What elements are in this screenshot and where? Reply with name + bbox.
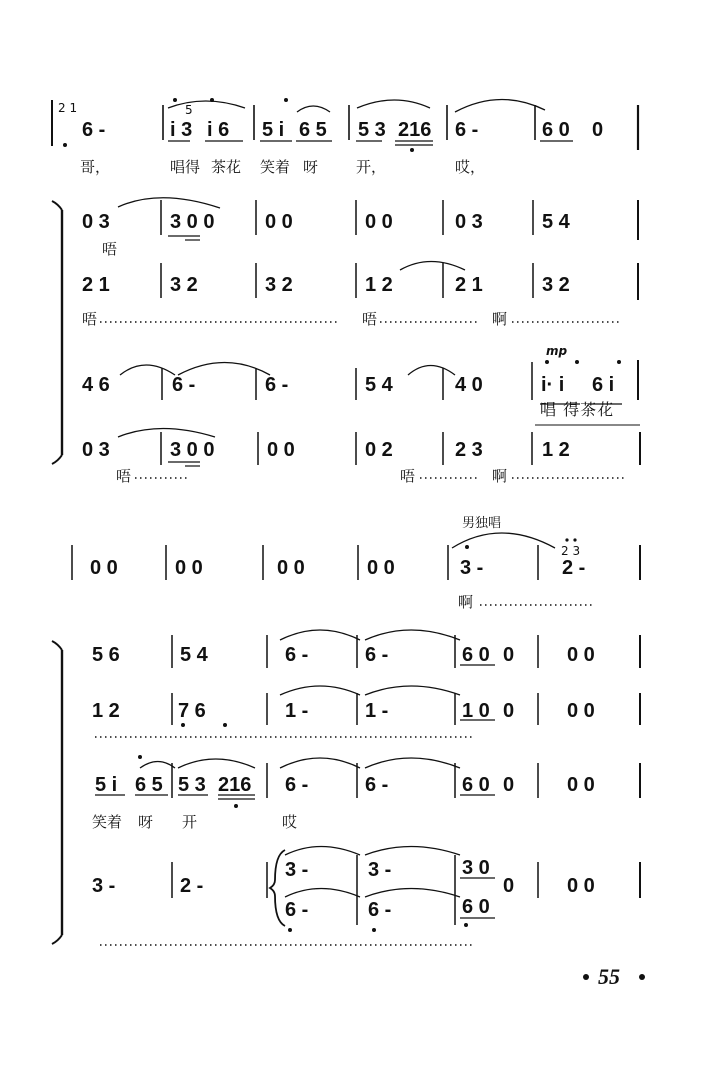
note: 0 3 (82, 439, 110, 461)
note: 6 - (265, 374, 289, 396)
page-number: 55 (598, 964, 620, 989)
lyric: 笑着 (92, 813, 123, 831)
lyric: 哥， (80, 158, 111, 176)
lyric: 唔 (102, 240, 118, 258)
note: 6 0 (462, 774, 490, 796)
note: 6 0 (542, 119, 570, 141)
note: 0 3 (82, 211, 110, 233)
note: 0 (503, 644, 515, 666)
note: 6 i (592, 374, 615, 396)
note: 2 3 (455, 439, 483, 461)
note: 5 i (262, 119, 285, 141)
note: 1 2 (365, 274, 393, 296)
note: 0 (503, 700, 515, 722)
note: 5 4 (180, 644, 208, 666)
note: 3 2 (170, 274, 198, 296)
note: i· i (541, 374, 565, 396)
lyric: 呀 (138, 813, 154, 831)
note: 6 0 (462, 896, 490, 918)
note: 0 0 (175, 557, 203, 579)
note: 216 (218, 774, 252, 796)
note: 1 0 (462, 700, 490, 722)
note: i 6 (207, 119, 230, 141)
note: 0 0 (277, 557, 305, 579)
lyric: 唔 (362, 310, 378, 328)
note: 1 2 (92, 700, 120, 722)
grace-notes: 2 3 (561, 544, 581, 558)
note: 6 - (285, 644, 309, 666)
note: 0 0 (265, 211, 293, 233)
lyric: 哎 (282, 813, 298, 831)
note: 1 2 (542, 439, 570, 461)
lyric: 呀 (303, 158, 319, 176)
note: 5 6 (92, 644, 120, 666)
lyric: 开， (356, 158, 387, 176)
lyric: 唱得 (170, 158, 201, 176)
note: 0 0 (567, 644, 595, 666)
note: 2 1 (455, 274, 483, 296)
note: 6 - (365, 774, 389, 796)
note: 5 i (95, 774, 118, 796)
note: 3 - (92, 875, 116, 897)
note: 5 4 (542, 211, 570, 233)
note: 6 0 (462, 644, 490, 666)
note: 6 - (368, 899, 392, 921)
note: 6 - (455, 119, 479, 141)
note: 3 0 (462, 857, 490, 879)
note: 1 - (365, 700, 389, 722)
note: 2 1 (82, 274, 110, 296)
note: 3 0 0 (170, 439, 215, 461)
note: 7 6 (178, 700, 206, 722)
note: 0 0 (367, 557, 395, 579)
lyric: 唔 (82, 310, 98, 328)
note: 2 - (180, 875, 204, 897)
note: 0 (503, 875, 515, 897)
note: 6 - (285, 899, 309, 921)
note: 3 - (460, 557, 484, 579)
lyric: 开 (182, 813, 198, 831)
note: 0 (592, 119, 604, 141)
grace-notes: 2 1 (58, 101, 78, 115)
note: 0 0 (90, 557, 118, 579)
note: 0 0 (567, 774, 595, 796)
lyric: 茶花 (211, 158, 242, 176)
note: 6 5 (299, 119, 327, 141)
note: 6 - (172, 374, 196, 396)
note: 0 0 (567, 875, 595, 897)
lyric: 笑着 (260, 158, 291, 176)
note: 6 - (82, 119, 106, 141)
lyric: 唔 (116, 467, 132, 485)
dynamic-marking: mp (546, 344, 568, 358)
note: 0 0 (267, 439, 295, 461)
note: 3 2 (265, 274, 293, 296)
note: i 3 (170, 119, 193, 141)
note: 6 - (285, 774, 309, 796)
note: 4 6 (82, 374, 110, 396)
note: 3 0 0 (170, 211, 215, 233)
note: 3 - (285, 859, 309, 881)
grace-note: 5 (185, 103, 193, 117)
note: 0 0 (567, 700, 595, 722)
lyric: 啊 (492, 310, 508, 328)
lyric: 啊 (458, 593, 474, 611)
lyric: 唱 得茶花 (540, 400, 615, 419)
note: 3 - (368, 859, 392, 881)
note: 5 3 (358, 119, 386, 141)
note: 6 5 (135, 774, 163, 796)
lyric: 唔 (400, 467, 416, 485)
note: 2 - (562, 557, 586, 579)
lyric: 啊 (492, 467, 508, 485)
note: 5 3 (178, 774, 206, 796)
note: 216 (398, 119, 432, 141)
note: 0 2 (365, 439, 393, 461)
note: 0 0 (365, 211, 393, 233)
note: 4 0 (455, 374, 483, 396)
lyric: 哎， (455, 158, 486, 176)
note: 0 3 (455, 211, 483, 233)
note: 5 4 (365, 374, 393, 396)
note: 0 (503, 774, 515, 796)
solo-label: 男独唱 (462, 516, 502, 531)
note: 1 - (285, 700, 309, 722)
note: 3 2 (542, 274, 570, 296)
note: 6 - (365, 644, 389, 666)
